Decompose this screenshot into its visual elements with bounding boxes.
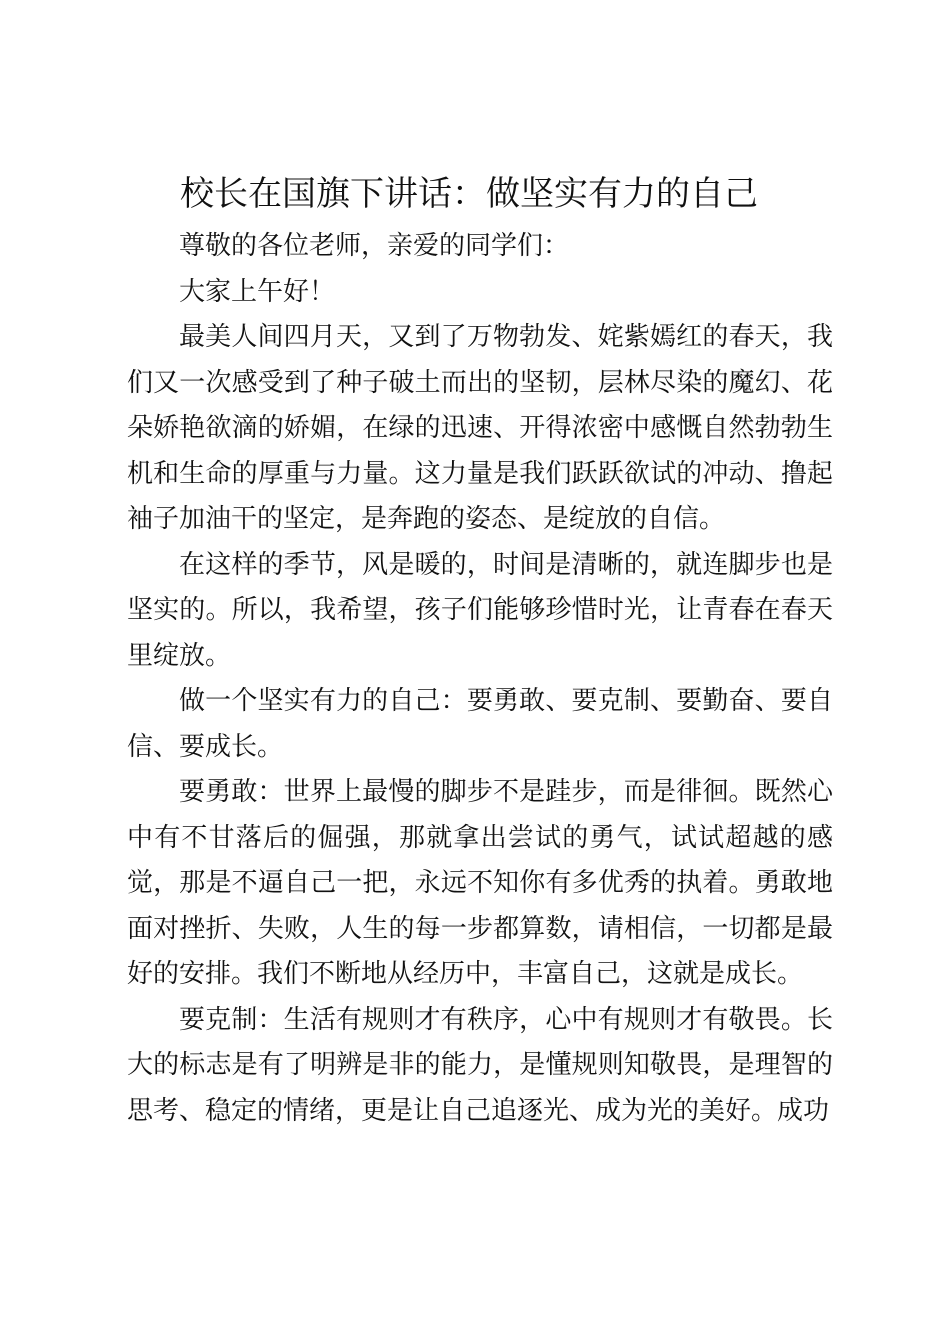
document-body (127, 224, 833, 1134)
body-paragraph: 最美人间四月天，又到了万物勃发、姹紫嫣红的春天，我们又一次感受到了种子破土而出的坚韧，层林尽染的魔幻、花朵娇艳欲滴的娇媚，在绿的迅速、开得浓密中感慨自然勃勃生机和生命的厚重与力量。这力量是我们跃跃欲试的冲动、撸起袖子加油干的坚定，是奔跑的姿态、是绽放的自信。 (127, 322, 833, 534)
document-title: 校长在国旗下讲话：做坚实有力的自己 (180, 174, 758, 214)
body-paragraph: 在这样的季节，风是暖的，时间是清晰的，就连脚步也是坚实的。所以，我希望，孩子们能够珍惜时光，让青春在春天里绽放。 (127, 549, 833, 671)
greeting-paragraph: 大家上午好！ (179, 276, 336, 307)
body-paragraph: 要克制：生活有规则才有秩序，心中有规则才有敬畏。长大的标志是有了明辨是非的能力，是懂规则知敬畏，是理智的思考、稳定的情绪，更是让自己追逐光、成为光的美好。成功 (127, 1004, 833, 1126)
body-paragraph: 要勇敢：世界上最慢的脚步不是跬步，而是徘徊。既然心中有不甘落后的倔强，那就拿出尝试的勇气，试试超越的感觉，那是不逼自己一把，永远不知你有多优秀的执着。勇敢地面对挫折、失败，人生的每一步都算数，请相信，一切都是最好的安排。我们不断地从经历中，丰富自己，这就是成长。 (127, 777, 833, 989)
salutation-paragraph: 尊敬的各位老师，亲爱的同学们： (179, 231, 570, 261)
body-paragraph: 做一个坚实有力的自己：要勇敢、要克制、要勤奋、要自信、要成长。 (127, 686, 833, 762)
